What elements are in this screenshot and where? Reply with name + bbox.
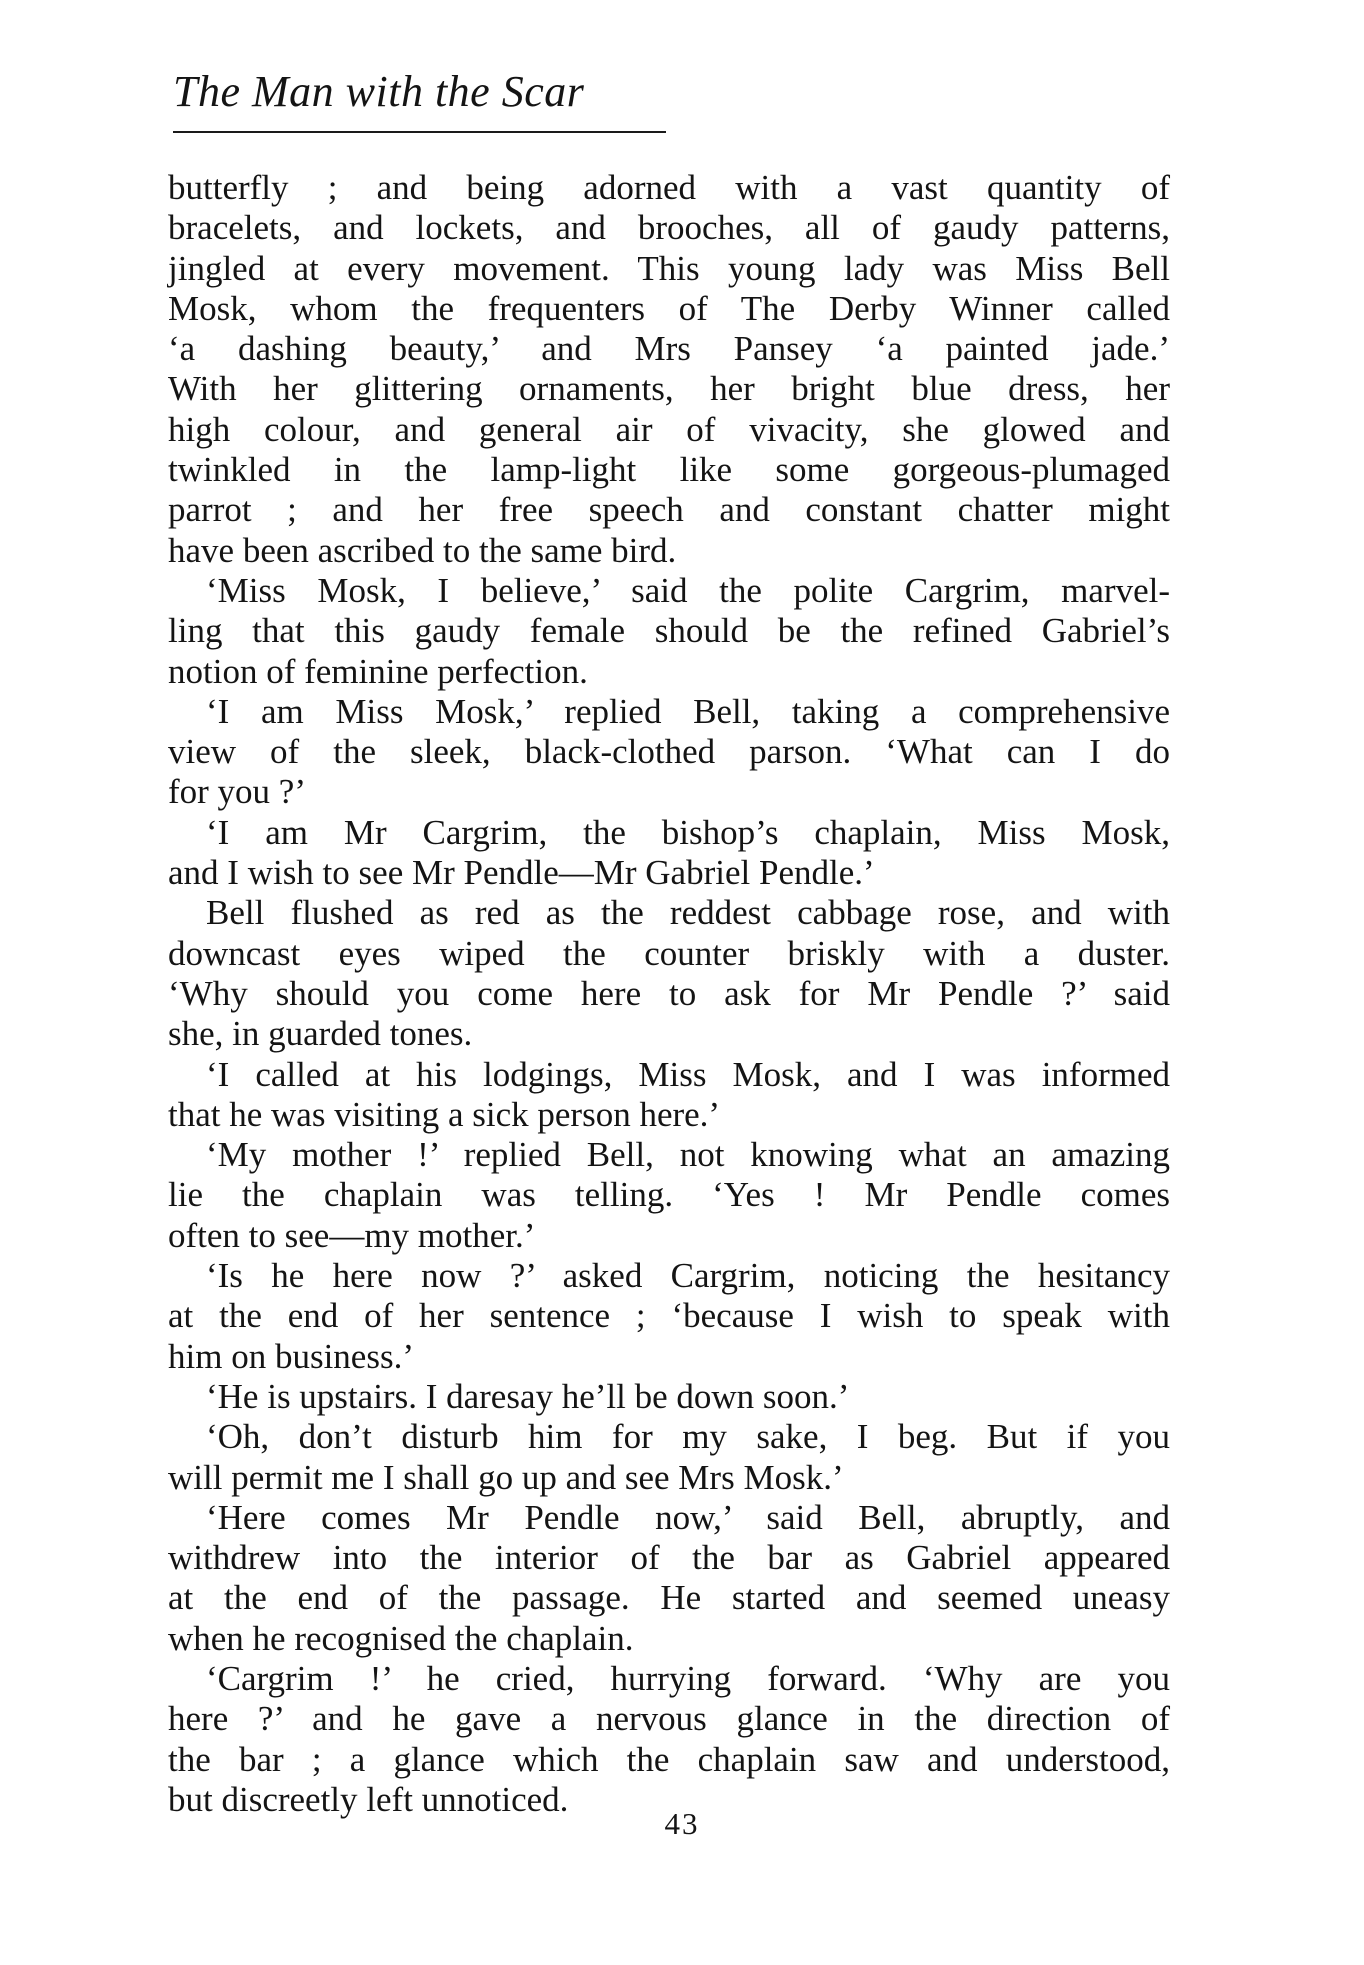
text-line: withdrew into the interior of the bar as Gabriel appeared: [168, 1538, 1170, 1578]
text-line: at the end of her sentence ; ‘because I wish to speak with: [168, 1296, 1170, 1336]
text-line: twinkled in the lamp-light like some gorgeous-plumaged: [168, 450, 1170, 490]
text-line: notion of feminine perfection.: [168, 651, 588, 691]
text-line: when he recognised the chaplain.: [168, 1618, 634, 1658]
text-line: often to see—my mother.’: [168, 1215, 536, 1255]
text-line: ‘Is he here now ?’ asked Cargrim, noticing the hesitancy: [206, 1256, 1170, 1296]
text-line: here ?’ and he gave a nervous glance in the direction of: [168, 1699, 1170, 1739]
header-rule: [173, 131, 666, 133]
text-line: ‘He is upstairs. I daresay he’ll be down soon.’: [206, 1376, 850, 1416]
text-line: lie the chaplain was telling. ‘Yes ! Mr Pendle comes: [168, 1175, 1170, 1215]
text-line: jingled at every movement. This young lady was Miss Bell: [168, 248, 1170, 288]
running-head: The Man with the Scar: [173, 67, 585, 116]
text-line: downcast eyes wiped the counter briskly with a duster.: [168, 933, 1170, 973]
text-line: ‘Oh, don’t disturb him for my sake, I beg. But if you: [206, 1417, 1170, 1457]
text-line: for you ?’: [168, 772, 307, 812]
text-line: ‘Cargrim !’ he cried, hurrying forward. ‘Why are you: [206, 1658, 1170, 1698]
text-line: ‘My mother !’ replied Bell, not knowing what an amazing: [206, 1135, 1170, 1175]
text-line: ‘I am Mr Cargrim, the bishop’s chaplain, Miss Mosk,: [206, 812, 1170, 852]
text-line: ling that this gaudy female should be the refined Gabriel’s: [168, 611, 1170, 651]
text-line: bracelets, and lockets, and brooches, all of gaudy patterns,: [168, 208, 1170, 248]
text-line: With her glittering ornaments, her bright blue dress, her: [168, 369, 1170, 409]
text-line: ‘Why should you come here to ask for Mr Pendle ?’ said: [168, 973, 1170, 1013]
text-line: ‘I am Miss Mosk,’ replied Bell, taking a comprehensive: [206, 691, 1170, 731]
text-line: have been ascribed to the same bird.: [168, 530, 677, 570]
text-line: parrot ; and her free speech and constant chatter might: [168, 490, 1170, 530]
text-line: ‘I called at his lodgings, Miss Mosk, and I was informed: [206, 1054, 1170, 1094]
text-line: him on business.’: [168, 1336, 414, 1376]
text-line: she, in guarded tones.: [168, 1014, 473, 1054]
text-line: ‘Here comes Mr Pendle now,’ said Bell, abruptly, and: [206, 1497, 1170, 1537]
text-line: and I wish to see Mr Pendle—Mr Gabriel Pendle.’: [168, 853, 875, 893]
text-line: high colour, and general air of vivacity, she glowed and: [168, 409, 1170, 449]
page-number: 43: [664, 1806, 700, 1841]
text-line: the bar ; a glance which the chaplain saw and understood,: [168, 1739, 1170, 1779]
text-line: Mosk, whom the frequenters of The Derby Winner called: [168, 288, 1170, 328]
text-line: at the end of the passage. He started and seemed uneasy: [168, 1578, 1170, 1618]
text-line: ‘Miss Mosk, I believe,’ said the polite Cargrim, marvel-: [206, 570, 1170, 610]
text-line: Bell flushed as red as the reddest cabbage rose, and with: [206, 893, 1170, 933]
text-block: [168, 168, 1170, 1820]
text-line: that he was visiting a sick person here.’: [168, 1094, 721, 1134]
text-line: butterfly ; and being adorned with a vast quantity of: [168, 168, 1170, 207]
text-line: will permit me I shall go up and see Mrs Mosk.’: [168, 1457, 844, 1497]
text-line: ‘a dashing beauty,’ and Mrs Pansey ‘a painted jade.’: [168, 329, 1170, 369]
text-line: view of the sleek, black-clothed parson. ‘What can I do: [168, 732, 1170, 772]
body-text: [168, 168, 1170, 1820]
text-line: but discreetly left unnoticed.: [168, 1779, 569, 1819]
